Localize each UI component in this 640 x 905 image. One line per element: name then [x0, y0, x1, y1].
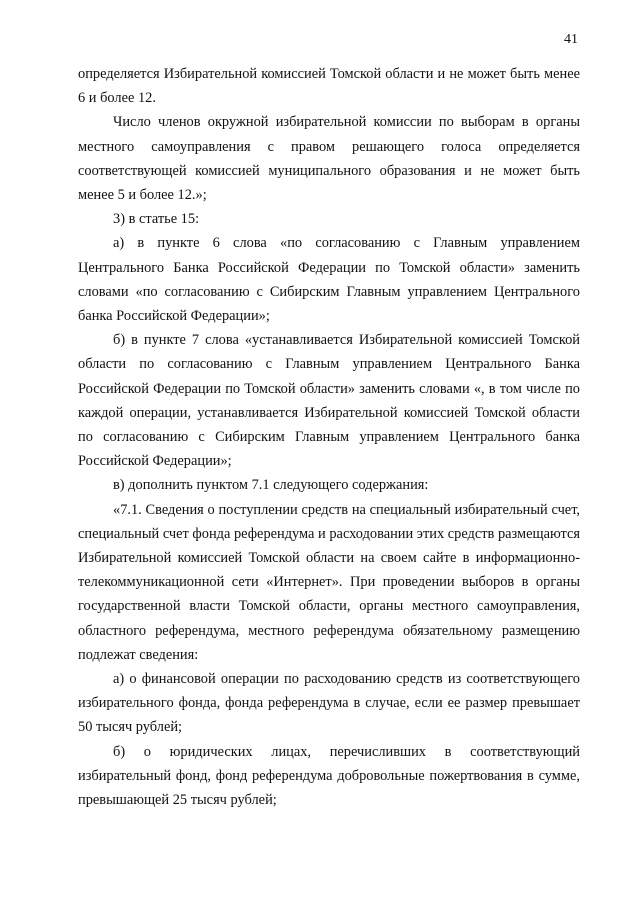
paragraph-5: б) в пункте 7 слова «устанавливается Избирательной комиссией Томской области по согласованию с Главным управлением Центрального Банка Российской Федерации по Томской области» заменить словами «, в том числе по каждой операции, устанавливается Избирательной комиссией Томской области по согласованию с Сибирским Главным управлением Центрального банка Российской Федерации»; [78, 332, 580, 470]
paragraph-9: б) о юридических лицах, перечисливших в соответствующий избирательный фонд, фонд референдума добровольные пожертвования в сумме, превышающей 25 тысяч рублей; [78, 743, 580, 809]
paragraph-7: «7.1. Сведения о поступлении средств на специальный избирательный счет, специальный счет фонда референдума и расходовании этих средств размещаются Избирательной комиссией Томской области на своем сайте в информационно-телекоммуникационной сети «Интернет». При проведении выборов в органы государственной власти Томской области, органы местного самоуправления, областного референдума, местного референдума обязательному размещению подлежат сведения: [78, 501, 580, 663]
paragraph-4: а) в пункте 6 слова «по согласованию с Главным управлением Центрального Банка Российской Федерации по Томской области» заменить словами «по согласованию с Сибирским Главным управлением Центрального банка Российской Федерации»; [78, 235, 580, 325]
paragraph-1: определяется Избирательной комиссией Томской области и не может быть менее 6 и более 12. [78, 66, 580, 107]
paragraph-8: а) о финансовой операции по расходованию средств из соответствующего избирательного фонда, фонда референдума в случае, если ее размер превышает 50 тысяч рублей; [78, 671, 580, 736]
document-body [78, 62, 580, 812]
paragraph-3: 3) в статье 15: [113, 211, 200, 228]
page-number: 41 [564, 32, 578, 47]
paragraph-6: в) дополнить пунктом 7.1 следующего содержания: [113, 477, 429, 494]
paragraph-2: Число членов окружной избирательной комиссии по выборам в органы местного самоуправления с правом решающего голоса определяется соответствующей комиссией муниципального образования и не может быть менее 5 и более 12.»; [78, 114, 580, 204]
